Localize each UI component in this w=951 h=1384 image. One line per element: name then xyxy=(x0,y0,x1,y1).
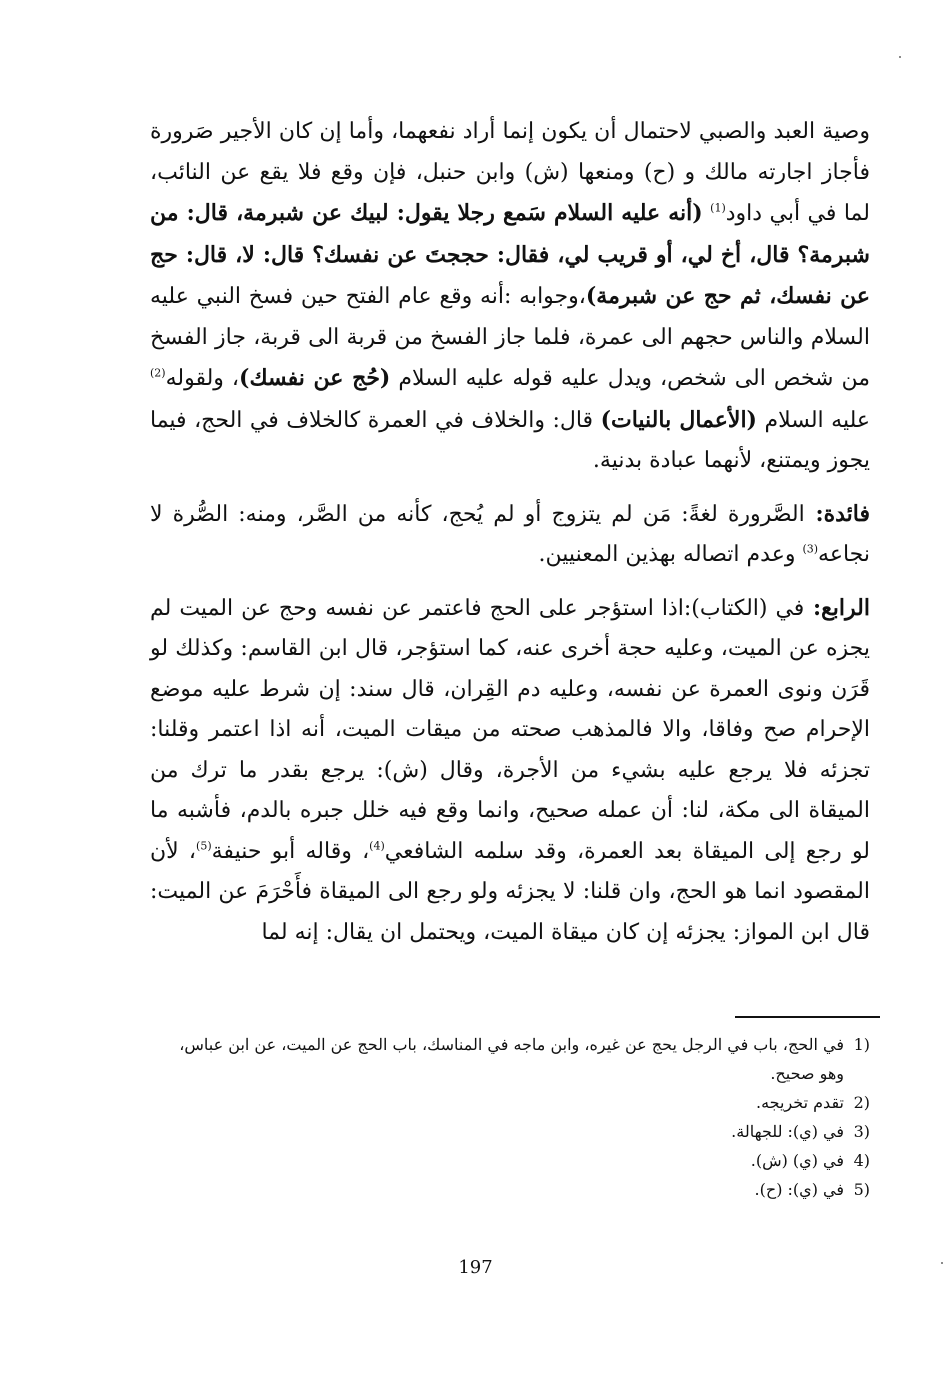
footnote-ref: (4) xyxy=(369,839,385,853)
footnote-item xyxy=(150,1030,870,1088)
text-run: وصية العبد والصبي لاحتمال أن يكون إنما أراد نفعهما، وأما إن كان الأجير صَرورة فأجاز اجارته مالك و (ح) ومنعها (ش) وابن حنبل، فإن وقع فلا يقع عن النائب، لما في أبي داود xyxy=(150,119,870,226)
footnote-ref: (1) xyxy=(710,201,726,215)
text-run: في (الكتاب):اذا استؤجر على الحج فاعتمر عن نفسه وحج عن الميت لم يجزه عن الميت، وعليه حجة أخرى عنه، كما استؤجر، قال ابن القاسم: وكذلك لو قَرَن ونوى العمرة عن نفسه، وعليه دم القِران، قال سند: إن شرط عليه موضع الإحرام صح وفاقا، والا فالمذهب صحته من ميقات الميت، أنه اذا اعتمر وقلنا: تجزئه فلا يرجع عليه بشيء من الأجرة، وقال (ش): يرجع بقدر ما ترك من الميقاة الى مكة، لنا: أن عمله صحيح، وانما وقع فيه خلل جبره بالدم، فأشبه ما لو رجع إلى الميقاة بعد العمرة، وقد سلمه الشافعي xyxy=(150,595,871,864)
footnotes xyxy=(150,1030,870,1204)
footnote-text: تقدم تخريجه. xyxy=(756,1093,844,1112)
footnote-text: في (ي): للجهالة. xyxy=(731,1122,844,1141)
footnote-item xyxy=(150,1117,870,1146)
main-text xyxy=(150,112,870,953)
text-run: ، لأن المقصود انما هو الحج، وان قلنا: لا يجزئه ولو رجع الى الميقاة فأَحْرَمَ عن الميت: قال ابن المواز: يجزئه إن كان ميقاة الميت، ويحتمل ان يقال: إنه لما xyxy=(150,838,870,945)
footnote-item xyxy=(150,1088,870,1117)
bold-text-run: فائدة: xyxy=(804,500,870,527)
footnote-item xyxy=(150,1146,870,1175)
bold-text-run: (الأعمال بالنيات) xyxy=(600,406,757,433)
text-run: ،وجوابه :أنه وقع عام الفتح حين فسخ النبي عليه السلام والناس حجهم الى عمرة، فلما جاز الفسخ من قربة الى قربة، جاز الفسخ من شخص الى شخص، ويدل عليه قوله عليه السلام xyxy=(150,284,871,391)
bold-text-run: (أنه عليه السلام سَمع رجلا يقول: لبيك عن شبرمة، قال: من شبرمة؟ قال، أخ لي، أو قريب لي، فقال: حججتَ عن نفسك؟ قال: لا، قال: حج عن نفسك، ثم حج عن شبرمة) xyxy=(150,200,871,309)
paragraph-3-rabi xyxy=(150,588,870,954)
bold-text-run: الرابع: xyxy=(804,594,870,621)
footnote-ref: (3) xyxy=(802,542,819,556)
bold-text-run: (حُج عن نفسك) xyxy=(239,365,391,391)
paragraph-1 xyxy=(150,112,870,482)
text-run: عليه السلام xyxy=(756,407,870,433)
footnote-item xyxy=(150,1175,870,1204)
paragraph-2-faida xyxy=(150,494,870,576)
footnote-ref: (5) xyxy=(196,839,212,853)
footnote-separator xyxy=(735,1016,880,1018)
text-run: ، ولقوله xyxy=(165,366,240,391)
scan-speck xyxy=(941,1262,943,1264)
page-number: 197 xyxy=(458,1257,493,1278)
scan-speck xyxy=(899,56,901,58)
footnote-number: (4 xyxy=(853,1151,870,1170)
text-run: الصَّرورة لغةً: مَن لم يتزوج أو لم يُحج، كأنه من الصَّر، ومنه: الصُّرة لا نجاعه xyxy=(150,501,870,567)
footnote-number: (3 xyxy=(853,1122,870,1141)
footnote-text: في (ي) (ش). xyxy=(750,1151,844,1170)
footnote-number: (5 xyxy=(853,1180,870,1199)
footnote-number: (1 xyxy=(853,1035,870,1054)
footnote-number: (2 xyxy=(853,1093,870,1112)
footnote-text: في الحج، باب في الرجل يحج عن غيره، وابن ماجه في المناسك، باب الحج عن الميت، عن ابن عباس، وهو صحيح. xyxy=(179,1035,844,1083)
text-run: ، وقاله أبو حنيفة xyxy=(211,838,370,864)
footnote-ref: (2) xyxy=(150,366,166,380)
text-run: قال: والخلاف في العمرة كالخلاف في الحج، فيما يجوز ويمتنع، لأنهما عبادة بدنية. xyxy=(150,407,870,473)
text-run: وعدم اتصاله بهذين المعنيين. xyxy=(538,542,803,567)
footnote-text: في (ي): (ح). xyxy=(754,1180,844,1199)
